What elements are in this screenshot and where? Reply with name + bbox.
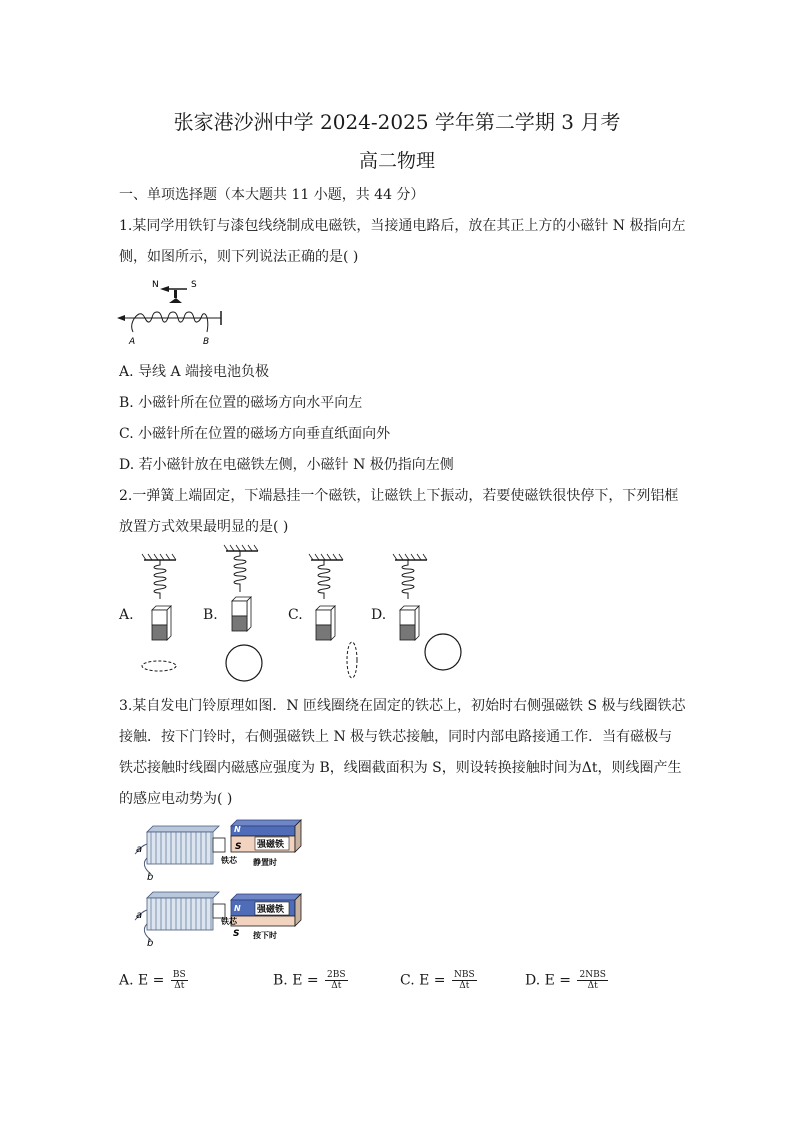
exam-subtitle: 高二物理 [358, 150, 435, 172]
aluminum-frame-horizontal [142, 661, 176, 671]
lead-b-label: b [147, 938, 154, 949]
q1-stem-line1: 1.某同学用铁钉与漆包线绕制成电磁铁，当接通电路后，放在其正上方的小磁针 N 极指向左 [119, 218, 686, 234]
magnet-bottom [152, 625, 167, 640]
q2-figure-a [138, 552, 186, 680]
magnet-label: 强磁铁 [257, 840, 285, 850]
q3-option-a-fraction [171, 970, 188, 991]
q3-doorbell-figure-rest [133, 818, 305, 882]
q3-option-d[interactable] [525, 970, 608, 991]
q1-option-c[interactable]: C. 小磁针所在位置的磁场方向垂直纸面向外 [119, 426, 391, 442]
q2-option-d-label[interactable]: D. [371, 607, 387, 623]
aluminum-frame-vertical [347, 642, 357, 678]
q2-option-a-label[interactable]: A. [119, 607, 134, 623]
section-heading: 一、单项选择题（本大题共 11 小题，共 44 分） [119, 187, 425, 203]
q3-option-b-fraction [325, 970, 348, 991]
q3-option-a-prefix: A. E = [119, 972, 165, 989]
magnet-top [152, 610, 167, 625]
lead-a-label: a [136, 844, 143, 855]
q1-stem-line2: 侧，如图所示，则下列说法正确的是( ) [119, 249, 359, 265]
q3-option-d-fraction [577, 970, 607, 991]
coil [147, 832, 213, 864]
q2-option-c-label[interactable]: C. [288, 607, 303, 623]
q2-option-b-label[interactable]: B. [203, 607, 218, 623]
magnet-n-label: N [234, 825, 241, 834]
q1-fig-s-label: S [191, 280, 197, 290]
exam-title: 张家港沙洲中学 2024-2025 学年第二学期 3 月考 [173, 110, 621, 134]
q1-option-d[interactable]: D. 若小磁针放在电磁铁左侧，小磁针 N 极仍指向左侧 [119, 457, 454, 473]
core-label: 铁芯 [221, 917, 237, 926]
fraction-denominator: Δt [331, 981, 342, 991]
magnet-s-label: S [233, 929, 240, 939]
q1-fig-a-label: A [129, 337, 136, 347]
lead-b-label: b [147, 872, 154, 883]
q2-figure-b [220, 543, 270, 683]
iron-core [213, 838, 225, 852]
fraction-denominator: Δt [459, 981, 470, 991]
q3-doorbell-figure-pressed [133, 884, 305, 948]
q2-stem-line2: 放置方式效果最明显的是( ) [119, 519, 289, 535]
lead-a-label: a [136, 910, 143, 921]
needle-n-tip [160, 286, 169, 292]
q1-fig-b-label: B [203, 337, 210, 347]
state-label: 按下时 [253, 931, 277, 940]
q1-option-b[interactable]: B. 小磁针所在位置的磁场方向水平向左 [119, 395, 363, 411]
magnet-s-label: S [235, 842, 242, 852]
q3-option-b-prefix: B. E = [273, 972, 319, 989]
aluminum-frame-circle [226, 645, 262, 681]
q1-fig-n-label: N [152, 280, 159, 290]
q3-option-d-prefix: D. E = [525, 972, 572, 989]
fraction-numerator: 2BS [327, 970, 346, 980]
fraction-numerator: NBS [453, 970, 475, 980]
q3-stem-line4: 的感应电动势为( ) [119, 791, 233, 807]
q3-stem-line2: 接触．按下门铃时，右侧强磁铁上 N 极与铁芯接触，同时内部电路接通工作．当有磁极与 [119, 729, 673, 745]
magnet-n-label: N [234, 904, 241, 913]
core-label: 铁芯 [221, 856, 237, 865]
q3-stem-line1: 3.某自发电门铃原理如图．N 匝线圈绕在固定的铁芯上，初始时右侧强磁铁 S 极与线圈铁芯 [119, 698, 686, 714]
state-label: 静置时 [253, 858, 277, 867]
spring [154, 560, 166, 599]
fraction-numerator: 2NBS [579, 970, 606, 980]
magnet-s-pole [231, 916, 295, 926]
q3-option-b[interactable] [273, 970, 348, 991]
coil-winding [132, 312, 208, 332]
q2-stem-line1: 2.一弹簧上端固定，下端悬挂一个磁铁，让磁铁上下振动，若要使磁铁很快停下，下列铝框 [119, 488, 679, 504]
q3-option-c[interactable] [400, 970, 477, 991]
q1-option-a[interactable]: A. 导线 A 端接电池负极 [119, 364, 270, 380]
nail-tip [117, 315, 125, 321]
q2-figure-c [305, 552, 365, 680]
q2-figure-d [389, 552, 469, 680]
q3-option-c-fraction [452, 970, 477, 991]
fraction-numerator: BS [172, 970, 186, 980]
compass-pivot [174, 290, 177, 298]
compass-base [169, 298, 182, 303]
fraction-denominator: Δt [174, 981, 185, 991]
q3-option-a[interactable] [119, 970, 188, 991]
q1-electromagnet-figure [115, 276, 235, 348]
q3-stem-line3: 铁芯接触时线圈内磁感应强度为 B，线圈截面积为 S，则设转换接触时间为Δt，则线圈产生 [119, 760, 682, 776]
q3-option-c-prefix: C. E = [400, 972, 446, 989]
fraction-denominator: Δt [587, 981, 598, 991]
magnet-label: 强磁铁 [257, 905, 285, 915]
